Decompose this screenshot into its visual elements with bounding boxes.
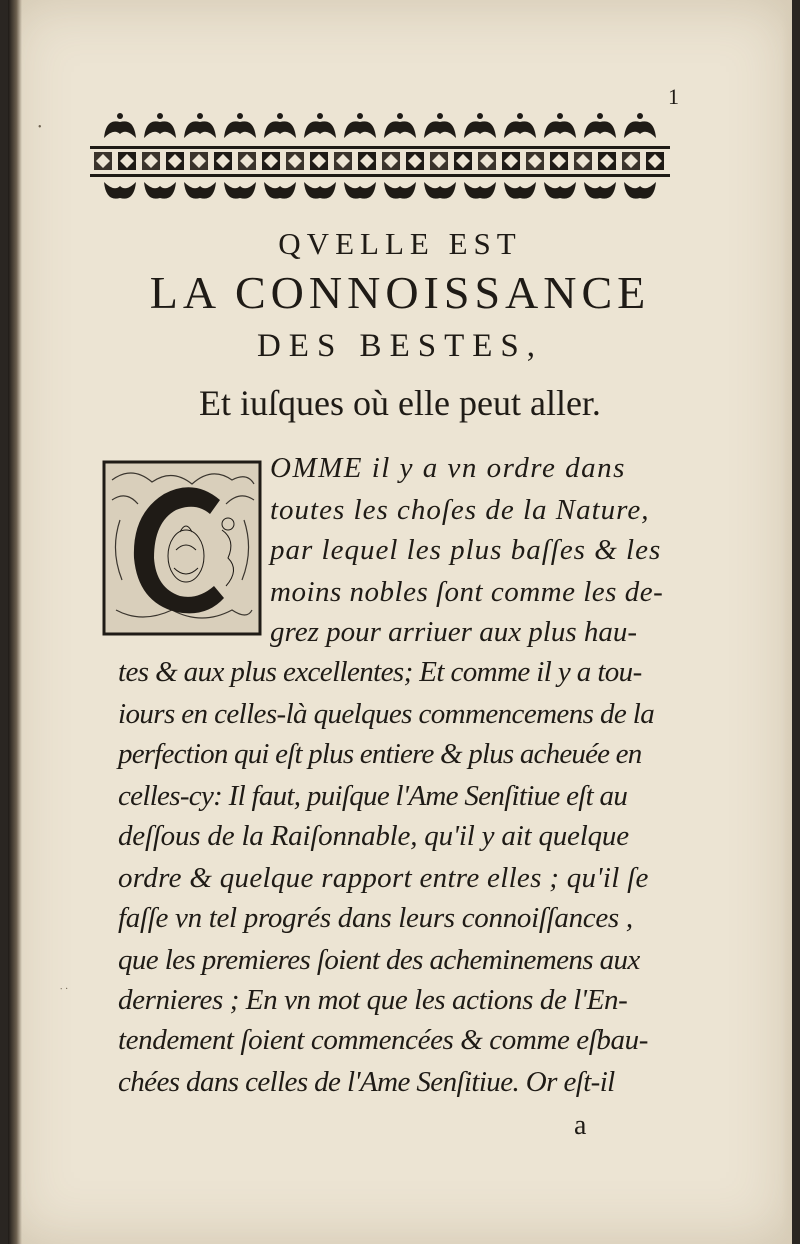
book-page bbox=[8, 0, 792, 1244]
text-line: faſſe vn tel progrés dans leurs connoiſſances , bbox=[118, 902, 633, 934]
title-line-1: QVELLE EST bbox=[278, 226, 522, 261]
page-edge bbox=[782, 0, 792, 1244]
text-line: tes & aux plus excellentes; Et comme il y a tou- bbox=[118, 656, 642, 688]
page-number: 1 bbox=[668, 84, 679, 109]
binding-gutter bbox=[8, 0, 22, 1244]
signature-mark: a bbox=[574, 1110, 587, 1141]
title-line-4: Et iuſques où elle peut aller. bbox=[199, 383, 601, 423]
text-line: iours en celles-là quelques commencemens de la bbox=[118, 698, 655, 730]
paper-speck: ∙ · bbox=[60, 984, 69, 995]
text-line: deſſous de la Raiſonnable, qu'il y ait quelque bbox=[118, 820, 629, 852]
text-line: moins nobles ſont comme les de- bbox=[270, 576, 664, 608]
fleuron-band-icon bbox=[80, 104, 680, 214]
text-line: perfection qui eſt plus entiere & plus acheuée en bbox=[118, 738, 642, 770]
title-line-2: LA CONNOISSANCE bbox=[149, 267, 651, 318]
paper-speck: • bbox=[38, 122, 42, 133]
text-line: ordre & quelque rapport entre elles ; qu'il ſe bbox=[118, 862, 649, 894]
text-line: OMME il y a vn ordre dans bbox=[270, 452, 626, 484]
title-line-3: DES BESTES, bbox=[256, 328, 544, 364]
text-line: tendement ſoient commencées & comme eſbau- bbox=[118, 1024, 648, 1056]
text-line: dernieres ; En vn mot que les actions de l'En- bbox=[118, 984, 628, 1016]
ornate-initial-c-icon bbox=[102, 460, 262, 636]
text-line: grez pour arriuer aux plus hau- bbox=[270, 616, 638, 648]
text-line: que les premieres ſoient des acheminemens aux bbox=[118, 944, 640, 976]
text-line: celles-cy: Il faut, puiſque l'Ame Senſitiue eſt au bbox=[118, 780, 628, 812]
text-line: par lequel les plus baſſes & les bbox=[270, 534, 662, 566]
text-line: toutes les choſes de la Nature, bbox=[270, 494, 650, 526]
text-line: chées dans celles de l'Ame Senſitiue. Or eſt-il bbox=[118, 1066, 615, 1098]
